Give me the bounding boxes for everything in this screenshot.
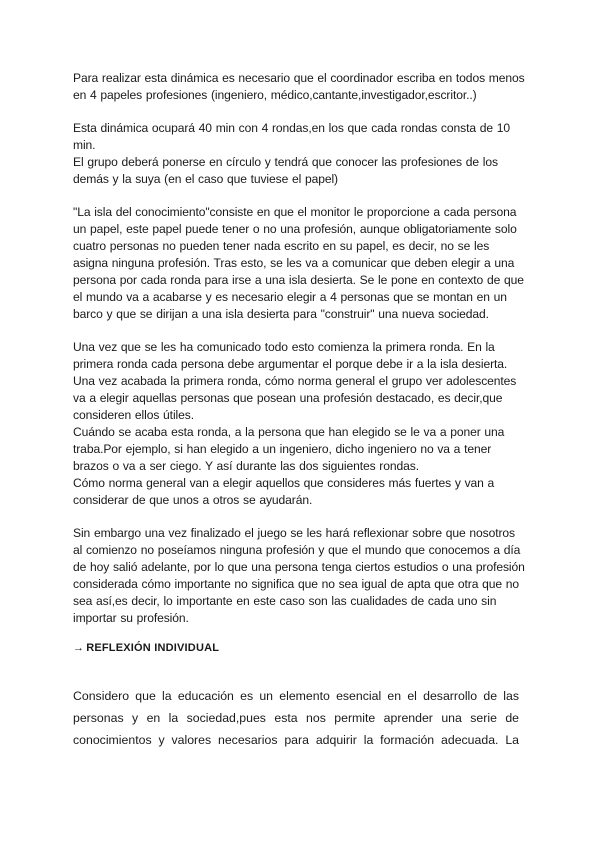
section-title: REFLEXIÓN INDIVIDUAL xyxy=(86,642,220,654)
text-line: al comienzo no poseíamos ninguna profesión y que el mundo que conocemos a día xyxy=(73,543,521,557)
text-line: conocimientos y valores necesarios para adquirir la formación adecuada. La xyxy=(73,733,519,747)
text-line: importar su profesión. xyxy=(73,611,189,625)
text-line: min. xyxy=(73,138,96,152)
text-line: consideren ellos útiles. xyxy=(73,408,194,422)
paragraph-instructions xyxy=(73,70,533,104)
text-line: traba.Por ejemplo, si han elegido a un ingeniero, dicho ingeniero no va a tener xyxy=(73,442,492,456)
right-arrow-icon: → xyxy=(73,642,85,654)
text-line: demás y la suya (en el caso que tuviese el papel) xyxy=(73,172,338,186)
text-line: sea así,es decir, lo importante en este caso son las cualidades de cada uno sin xyxy=(73,594,497,608)
text-line: Esta dinámica ocupará 40 min con 4 rondas,en los que cada rondas consta de 10 xyxy=(73,121,510,135)
text-line: en 4 papeles profesiones (ingeniero, médico,cantante,investigador,escritor..) xyxy=(73,88,477,102)
text-line: Una vez acabada la primera ronda, cómo norma general el grupo ver adolescentes xyxy=(73,374,517,388)
paragraph-island-description xyxy=(73,204,533,323)
text-line: va a elegir aquellas personas que posean una profesión destacado, es decir,que xyxy=(73,391,503,405)
text-line: cuatro personas no pueden tener nada escrito en su papel, es decir, no se les xyxy=(73,239,490,253)
text-line: asigna ninguna profesión. Tras esto, se les va a comunicar que deben elegir a una xyxy=(73,256,515,270)
paragraph-rounds xyxy=(73,339,533,509)
text-line: Considero que la educación es un elemento esencial en el desarrollo de las xyxy=(73,689,519,703)
text-line: Una vez que se les ha comunicado todo esto comienza la primera ronda. En la xyxy=(73,340,495,354)
text-line: El grupo deberá ponerse en círculo y tendrá que conocer las profesiones de los xyxy=(73,155,498,169)
text-line: Cuándo se acaba esta ronda, a la persona que han elegido se le va a poner una xyxy=(73,425,505,439)
text-line: de hoy salió adelante, por lo que una persona tenga ciertos estudios o una profesión xyxy=(73,560,525,574)
text-line: primera ronda cada persona debe argumentar el porque debe ir a la isla desierta. xyxy=(73,357,508,371)
text-line: considerar de que unos a otros se ayudarán. xyxy=(73,493,313,507)
text-line: personas y en la sociedad,pues esta nos permite aprender una serie de xyxy=(73,711,519,725)
text-line: Cómo norma general van a elegir aquellos que consideres más fuertes y van a xyxy=(73,476,495,490)
text-line: brazos o va a ser ciego. Y así durante las dos siguientes rondas. xyxy=(73,459,419,473)
text-line: un papel, este papel puede tener o no una profesión, aunque obligatoriamente solo xyxy=(73,222,517,236)
text-line: persona por cada ronda para irse a una isla desierta. Se le pone en contexto de que xyxy=(73,273,524,287)
text-line: Sin embargo una vez finalizado el juego se les hará reflexionar sobre que nosotros xyxy=(73,526,516,540)
text-line: Para realizar esta dinámica es necesario que el coordinador escriba en todos menos xyxy=(73,71,525,85)
paragraph-duration xyxy=(73,120,533,188)
document-body xyxy=(73,70,533,643)
paragraph-reflection xyxy=(73,685,519,751)
text-line: el mundo va a acabarse y es necesario elegir a 4 personas que se montan en un xyxy=(73,290,507,304)
text-line: considerada cómo importante no significa que no sea igual de apta que otra que no xyxy=(73,577,520,591)
section-heading xyxy=(73,642,219,654)
paragraph-conclusion xyxy=(73,525,533,627)
text-line: "La isla del conocimiento"consiste en que el monitor le proporcione a cada persona xyxy=(73,205,517,219)
text-line: barco y que se dirijan a una isla desierta para "construir" una nueva sociedad. xyxy=(73,307,489,321)
